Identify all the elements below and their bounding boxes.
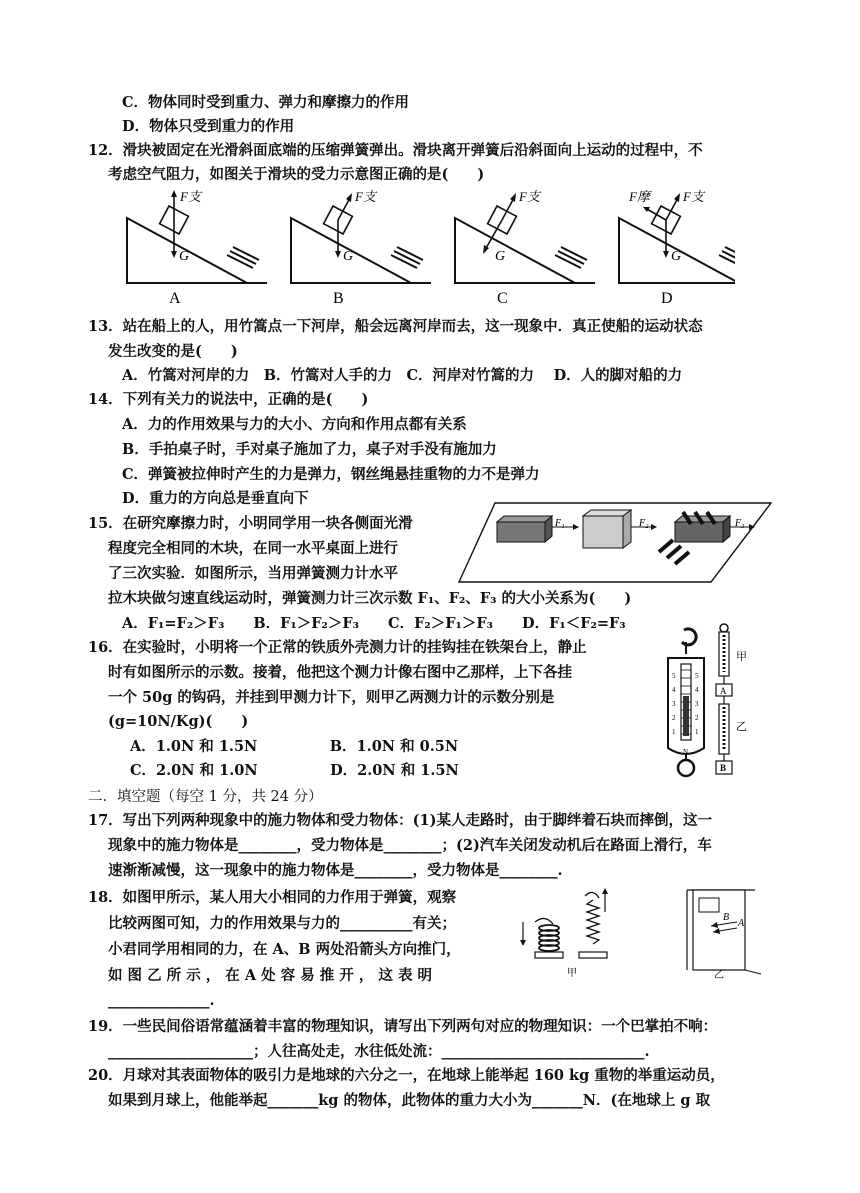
svg-text:3: 3 — [695, 700, 699, 708]
q12-label-a: A — [169, 290, 181, 307]
q16-unit-label: N — [683, 748, 689, 756]
q18-line3: 小君同学用相同的力，在 A、B 两处沿箭头方向推门， — [108, 941, 461, 958]
svg-text:1: 1 — [695, 728, 699, 736]
q18-jia-label: 甲 — [567, 968, 577, 979]
q11-option-c: C．物体同时受到重力、弹力和摩擦力的作用 — [122, 94, 410, 111]
q12-d-support-label: F支 — [683, 189, 704, 204]
q15-figure — [455, 500, 775, 585]
svg-text:4: 4 — [672, 686, 676, 694]
svg-text:3: 3 — [672, 700, 676, 708]
q15-stem-line3: 了三次实验．如图所示，当用弹簧测力计水平 — [108, 565, 398, 582]
q12-figure — [115, 188, 735, 310]
q19-line1: 19．一些民间俗语常蕴涵着丰富的物理知识，请写出下列两句对应的物理知识：一个巴掌拍不响： — [88, 1018, 718, 1035]
q20-line1: 20．月球对其表面物体的吸引力是地球的六分之一，在地球上能举起 160 kg 重物的举重运动员， — [88, 1067, 725, 1084]
svg-text:5: 5 — [672, 672, 676, 680]
q16-jia-label: 甲 — [736, 651, 747, 663]
q12-figure-b — [291, 189, 431, 307]
q12-label-d: D — [661, 290, 673, 307]
q12-figure-a — [127, 189, 267, 307]
q12-b-gravity-label: G — [343, 249, 354, 264]
q18-yi-label: 乙 — [714, 970, 724, 981]
q18-b-label: B — [723, 912, 730, 923]
q14-option-d: D．重力的方向总是垂直向下 — [122, 490, 309, 507]
q12-stem-line2: 考虑空气阻力，如图关于滑块的受力示意图正确的是( ) — [108, 166, 485, 183]
q14-option-b: B．手拍桌子时，手对桌子施加了力，桌子对手没有施加力 — [122, 441, 497, 458]
q12-a-gravity-label: G — [179, 249, 190, 264]
q12-stem-line1: 12．滑块被固定在光滑斜面底端的压缩弹簧弹出。滑块离开弹簧后沿斜面向上运动的过程中，不 — [88, 142, 703, 159]
q18-a-label: A — [738, 918, 745, 929]
svg-text:2: 2 — [672, 714, 676, 722]
svg-text:1: 1 — [672, 728, 676, 736]
q15-stem-line1: 15．在研究摩擦力时，小明同学用一块各侧面光滑 — [88, 515, 413, 532]
q13-options: A．竹篙对河岸的力 B．竹篙对人手的力 C．河岸对竹篙的力 D．人的脚对船的力 — [122, 367, 683, 384]
q15-options: A．F₁=F₂＞F₃ B．F₁＞F₂＞F₃ C．F₂＞F₁＞F₃ D．F₁＜F₂=F₃ — [122, 615, 626, 632]
q16-block-a: A — [720, 686, 727, 696]
svg-text:4: 4 — [695, 686, 699, 694]
q14-option-a: A．力的作用效果与力的大小、方向和作用点都有关系 — [122, 416, 467, 433]
q17-line3: 速渐渐减慢，这一现象中的施力物体是________，受力物体是________. — [108, 862, 563, 879]
q12-figure-d — [619, 189, 735, 307]
q18-line4: 如 图 乙 所 示 ， 在 A 处 容 易 推 开 ， 这 表 明 — [108, 967, 433, 984]
q12-a-support-label: F支 — [180, 189, 201, 204]
q16-yi-label: 乙 — [736, 721, 747, 733]
q13-stem-line2: 发生改变的是( ) — [108, 343, 238, 360]
q16-stem-line2: 时有如图所示的示数。接着，他把这个测力计像右图中乙那样，上下各挂 — [108, 664, 572, 681]
q19-line2: ____________________；人往高处走，水往低处流：____________________________. — [108, 1043, 650, 1060]
q11-option-d: D．物体只受到重力的作用 — [122, 118, 295, 135]
q12-figure-c — [455, 189, 595, 307]
q14-option-c: C．弹簧被拉伸时产生的力是弹力，钢丝绳悬挂重物的力不是弹力 — [122, 466, 540, 483]
section2-title: 二．填空题（每空 1 分，共 24 分） — [88, 789, 323, 805]
q17-line1: 17．写出下列两种现象中的施力物体和受力物体：(1)某人走路时，由于脚绊着石块而摔倒，这一 — [88, 812, 712, 829]
q16-stem-line3: 一个 50g 的钩码，并挂到甲测力计下，则甲乙两测力计的示数分别是 — [108, 689, 555, 706]
q13-stem-line1: 13．站在船上的人，用竹篙点一下河岸，船会远离河岸而去，这一现象中．真正使船的运动状态 — [88, 318, 703, 335]
q18-figure — [515, 882, 765, 982]
q15-stem-line2: 程度完全相同的木块，在同一水平桌面上进行 — [108, 540, 398, 557]
q16-options-ab: A．1.0N 和 1.5N B．1.0N 和 0.5N — [130, 738, 459, 755]
q16-stem-line1: 16．在实验时，小明将一个正常的铁质外壳测力计的挂钩挂在铁架台上，静止 — [88, 639, 587, 656]
q12-c-support-label: F支 — [519, 189, 540, 204]
q12-d-gravity-label: G — [671, 249, 682, 264]
svg-text:5: 5 — [695, 672, 699, 680]
q12-b-support-label: F支 — [355, 189, 376, 204]
q18-line2: 比较两图可知，力的作用效果与力的__________有关； — [108, 915, 456, 932]
q12-label-b: B — [333, 290, 344, 307]
q16-stem-line4: (g=10N/Kg)( ) — [108, 713, 249, 730]
q17-line2: 现象中的施力物体是________，受力物体是________；(2)汽车关闭发动机后在路面上滑行，车 — [108, 837, 712, 854]
q12-label-c: C — [497, 290, 508, 307]
q16-figure — [640, 620, 770, 780]
q18-line5: ______________. — [108, 992, 215, 1009]
q15-f1-label: F₁ — [555, 518, 565, 529]
q15-stem-line4: 拉木块做匀速直线运动时，弹簧测力计三次示数 F₁、F₂、F₃ 的大小关系为( ) — [108, 590, 632, 607]
q12-d-friction-label: F摩 — [629, 189, 650, 204]
q16-options-cd: C．2.0N 和 1.0N D．2.0N 和 1.5N — [130, 762, 459, 779]
q16-block-b: B — [720, 763, 727, 773]
q15-f3-label: F₃ — [735, 518, 745, 529]
q14-stem: 14．下列有关力的说法中，正确的是( ) — [88, 391, 369, 408]
svg-text:2: 2 — [695, 714, 699, 722]
q18-line1: 18．如图甲所示，某人用大小相同的力作用于弹簧，观察 — [88, 889, 457, 906]
q15-f2-label: F₂ — [639, 518, 649, 529]
q12-c-gravity-label: G — [495, 249, 506, 264]
q20-line2: 如果到月球上，他能举起_______kg 的物体，此物体的重力大小为_______N．(在地球上 g 取 — [108, 1092, 711, 1109]
